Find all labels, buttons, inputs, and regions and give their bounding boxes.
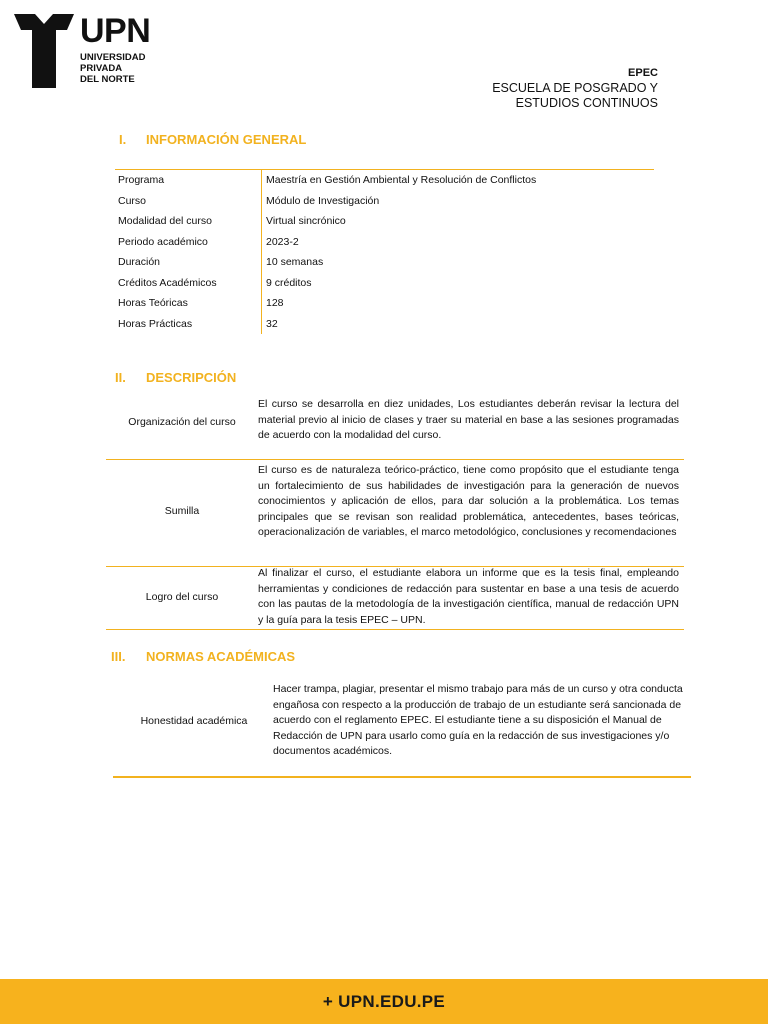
upn-logo: [14, 14, 154, 90]
info-value: Virtual sincrónico: [261, 211, 655, 232]
info-row: [115, 170, 655, 191]
section-title-norms: III. NORMAS ACADÉMICAS: [111, 649, 296, 664]
general-info-table: [115, 170, 655, 334]
info-value: 32: [261, 314, 655, 335]
description-row-organization: [106, 397, 684, 447]
row-label: Honestidad académica: [140, 714, 248, 727]
info-label: Periodo académico: [118, 235, 208, 248]
row-text: El curso es de naturaleza teórico-práctico, tiene como propósito que el estudiante tenga un fortalecimiento de sus habilidades de investigación para la generación de nuevos conocimientos y aplicación de ellos, para dar solución a la problemática. Los temas principales que se revisan son realidad problemática, antecedentes, bases teóricas, operacionalización de variables, el marco metodológico, conclusiones y recomendaciones: [258, 464, 679, 538]
row-label: Organización del curso: [128, 416, 236, 428]
info-value: 2023-2: [261, 232, 655, 253]
info-label: Programa: [118, 174, 165, 187]
upn-logo-mark-icon: [14, 14, 74, 88]
info-label: Horas Teóricas: [118, 297, 188, 310]
info-value: 128: [261, 293, 655, 314]
info-row: [115, 293, 655, 314]
row-label: Sumilla: [164, 505, 200, 517]
info-value: 9 créditos: [261, 273, 655, 294]
divider: [113, 776, 691, 778]
info-label: Créditos Académicos: [118, 276, 217, 289]
info-label: Curso: [118, 194, 147, 207]
row-text: Hacer trampa, plagiar, presentar el mismo trabajo para más de un curso y otra conducta engañosa con respecto a la producción de trabajo de un estudiante será sancionada de acuerdo con el reglamento EPEC. El estudiante tiene a su disposición el Manual de Redacción de UPN para usarlo como guía en la redacción de sus investigaciones y/o documentos académicos.: [273, 683, 683, 757]
divider: [106, 459, 684, 460]
norms-row-honesty: [115, 682, 690, 760]
info-row: [115, 211, 655, 232]
info-row: [115, 252, 655, 273]
info-value: Maestría en Gestión Ambiental y Resolución de Conflictos: [261, 170, 655, 191]
description-row-sumilla: [106, 463, 684, 559]
info-row: [115, 273, 655, 294]
description-row-logro: [106, 566, 684, 628]
info-row: [115, 191, 655, 212]
row-text: Al finalizar el curso, el estudiante elabora un informe que es la tesis final, empleando herramientas y condiciones de redacción para sustentar en base a una tesis de acuerdo con las pautas de la metodología de la investigación científica, manual de redacción UPN y la guía para la tesis EPEC – UPN.: [258, 567, 679, 626]
footer-bar: [0, 979, 768, 1024]
school-abbr: EPEC: [628, 67, 658, 79]
school-header: [492, 66, 658, 111]
info-label: Modalidad del curso: [118, 215, 212, 228]
info-row: [115, 314, 655, 335]
info-value: Módulo de Investigación: [261, 191, 655, 212]
info-value: 10 semanas: [261, 252, 655, 273]
info-label: Duración: [118, 256, 161, 269]
row-text: El curso se desarrolla en diez unidades, Los estudiantes deberán revisar la lectura del material previo al inicio de clases y traer su material en base a las sesiones programadas de acuerdo con la modalidad del curso.: [258, 398, 679, 441]
section-title-general: I. INFORMACIÓN GENERAL: [119, 132, 307, 147]
section-title-description: II. DESCRIPCIÓN: [115, 370, 237, 385]
school-name-line1: ESCUELA DE POSGRADO Y: [492, 81, 658, 95]
divider: [106, 629, 684, 630]
info-row: [115, 232, 655, 253]
footer-website-link[interactable]: + UPN.EDU.PE: [322, 991, 446, 1011]
brand-name: UPN: [80, 12, 151, 50]
row-label: Logro del curso: [145, 591, 219, 603]
info-label: Horas Prácticas: [118, 317, 193, 330]
brand-subtitle: UNIVERSIDAD PRIVADA DEL NORTE: [80, 52, 146, 85]
school-name-line2: ESTUDIOS CONTINUOS: [515, 96, 658, 110]
